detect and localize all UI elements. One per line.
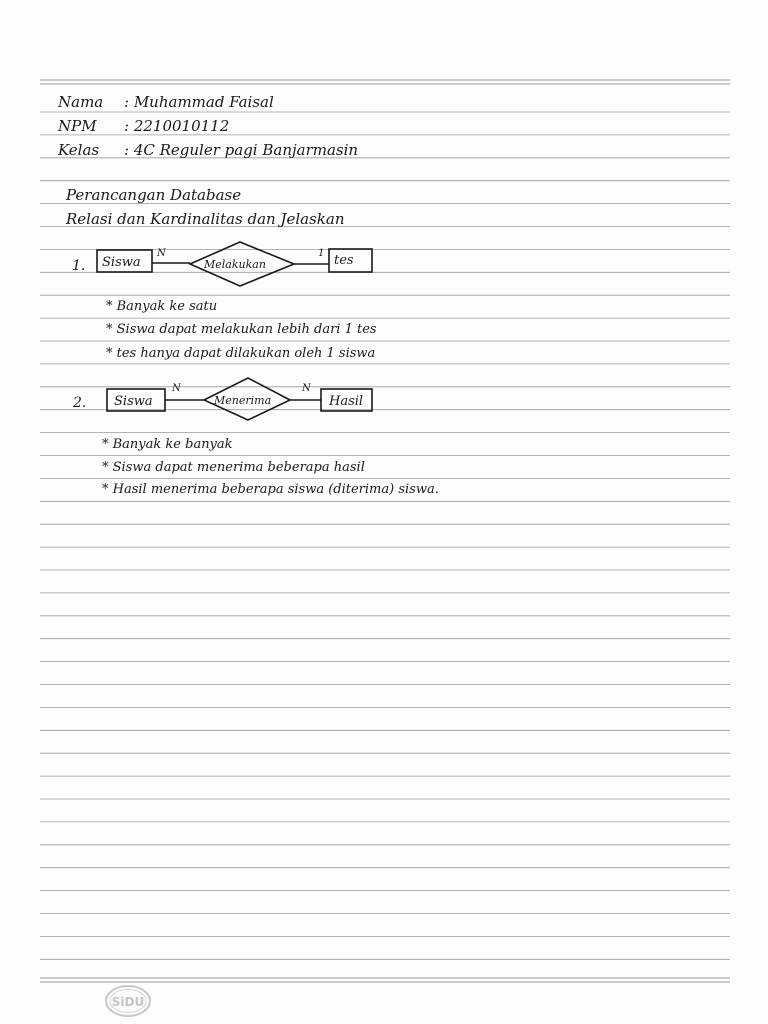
relation-2-note: * Hasil menerima beberapa siswa (diterima) siswa. [102, 482, 439, 497]
relation-2-number: 2. [73, 395, 87, 411]
er-diagram-2 [72, 378, 372, 420]
sidu-logo-text: SiDU [111, 995, 145, 1009]
entity-siswa-label-2: Siswa [114, 394, 153, 409]
kelas-label: Kelas [58, 141, 100, 159]
er-diagram-1 [72, 242, 372, 286]
kelas-value: : 4C Reguler pagi Banjarmasin [124, 141, 359, 159]
relation-1-note: * Siswa dapat melakukan lebih dari 1 tes [106, 322, 377, 337]
entity-siswa-label-1: Siswa [102, 255, 141, 270]
cardinality-right-2: N [302, 383, 311, 394]
cardinality-left-1: N [157, 248, 166, 259]
cardinality-right-1: 1 [318, 248, 325, 259]
relation-1-note: * Banyak ke satu [106, 299, 218, 314]
nama-label: Nama [58, 93, 104, 111]
relation-1-number: 1. [72, 258, 86, 274]
page-title: Perancangan Database [66, 186, 242, 204]
sidu-logo [104, 984, 152, 1018]
relation-1-note: * tes hanya dapat dilakukan oleh 1 siswa [106, 346, 376, 361]
npm-value: : 2210010112 [124, 117, 230, 135]
entity-tes-label: tes [334, 253, 354, 268]
npm-label: NPM [58, 117, 97, 135]
relationship-menerima-label: Menerima [214, 394, 272, 407]
entity-hasil-label: Hasil [329, 394, 364, 409]
nama-value: : Muhammad Faisal [124, 93, 274, 111]
relationship-melakukan-label: Melakukan [204, 258, 266, 271]
cardinality-left-2: N [172, 383, 181, 394]
relation-2-note: * Banyak ke banyak [102, 437, 233, 452]
relation-2-note: * Siswa dapat menerima beberapa hasil [102, 460, 365, 475]
page-subtitle: Relasi dan Kardinalitas dan Jelaskan [66, 210, 345, 228]
